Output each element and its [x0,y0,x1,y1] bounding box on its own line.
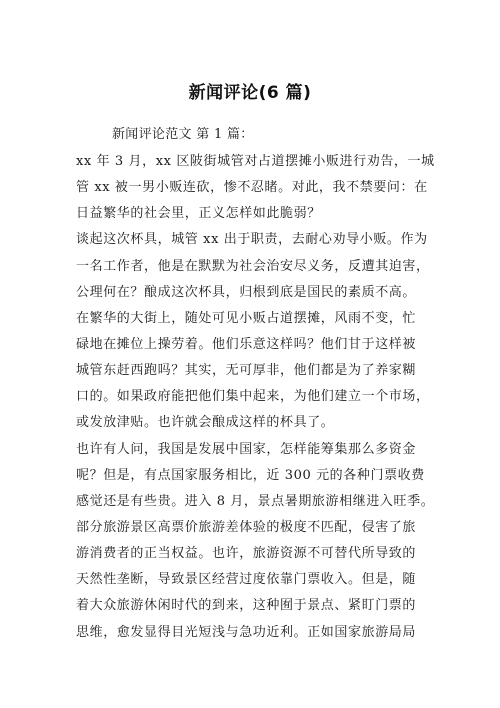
text-line: xx 年 3 月，xx 区陂街城管对占道摆摊小贩进行劝告，一城 [76,154,435,169]
text-line: 感觉还是有些贵。进入 8 月，景点暑期旅游相继进入旺季。 [76,493,435,509]
text-line: 城管东赶西跑吗？其实，无可厚非，他们都是为了养家糊 [76,363,417,379]
text-line: 碌地在摊位上操劳着。他们乐意这样吗？他们甘于这样被 [76,336,417,352]
text-line: 思维，愈发显得目光短浅与急功近利。正如国家旅游局局 [76,624,417,640]
text-line: 日益繁华的社会里，正义怎样如此脆弱？ [76,206,321,222]
text-line: 呢？但是，有点国家服务相比，近 300 元的各种门票收费 [76,467,425,483]
text-line: 游消费者的正当权益。也许，旅游资源不可替代所导致的 [76,546,417,562]
section-heading: 新闻评论范文 第 1 篇： [112,127,254,142]
text-line: 谈起这次杯具，城管 xx 出于职责，去耐心劝导小贩。作为 [76,232,428,248]
text-line: 部分旅游景区高票价旅游差体验的极度不匹配，侵害了旅 [76,519,417,535]
document-body [76,149,436,646]
text-line: 着大众旅游休闲时代的到来，这种囿于景点、紧盯门票的 [76,598,417,614]
text-line: 也许有人问，我国是发展中国家，怎样能筹集那么多资金 [76,441,417,457]
document-title: 新闻评论(6 篇) [188,83,312,103]
text-line: 天然性垄断，导致景区经营过度依靠门票收入。但是，随 [76,572,417,588]
text-line: 一名工作者，他是在默默为社会治安尽义务，反遭其迫害， [76,258,430,274]
text-line: 或发放津贴。也许就会酿成这样的杯具了。 [76,415,335,431]
text-line: 管 xx 被一男小贩连砍，惨不忍睹。对此，我不禁要问：在 [76,180,428,196]
text-line: 口的。如果政府能把他们集中起来，为他们建立一个市场， [76,389,430,405]
text-line: 公理何在？酿成这次杯具，归根到底是国民的素质不高。 [76,284,417,300]
text-line: 在繁华的大街上，随处可见小贩占道摆摊，风雨不变，忙 [76,310,417,326]
